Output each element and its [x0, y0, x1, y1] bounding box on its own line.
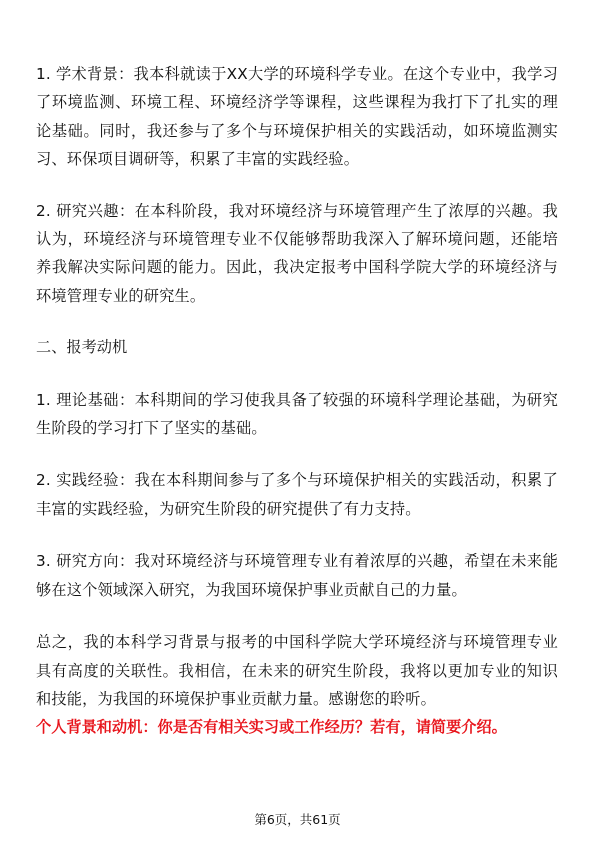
page-number-footer: 第6页，共61页	[254, 812, 341, 827]
paragraph-research-direction: 3. 研究方向：我对环境经济与环境管理专业有着浓厚的兴趣，希望在未来能够在这个领域深入研究，为我国环境保护事业贡献自己的力量。	[36, 552, 558, 599]
paragraph-conclusion: 总之，我的本科学习背景与报考的中国科学院大学环境经济与环境管理专业具有高度的关联性。我相信，在未来的研究生阶段，我将以更加专业的知识和技能，为我国的环境保护事业贡献力量。感谢您的聆听。	[36, 633, 558, 708]
paragraph-academic-background: 1. 学术背景：我本科就读于XX大学的环境科学专业。在这个专业中，我学习了环境监测、环境工程、环境经济学等课程，这些课程为我打下了扎实的理论基础。同时，我还参与了多个与环境保护相关的实践活动，如环境监测实习、环保项目调研等，积累了丰富的实践经验。	[36, 65, 558, 169]
next-question-prompt: 个人背景和动机：你是否有相关实习或工作经历？若有，请简要介绍。	[36, 718, 507, 737]
document-page	[36, 60, 558, 741]
paragraph-theory-foundation: 1. 理论基础：本科期间的学习使我具备了较强的环境科学理论基础，为研究生阶段的学习打下了坚实的基础。	[36, 390, 558, 438]
paragraph-practical-experience: 2. 实践经验：我在本科期间参与了多个与环境保护相关的实践活动，积累了丰富的实践经验，为研究生阶段的研究提供了有力支持。	[36, 471, 558, 518]
section-heading-motivation: 二、报考动机	[36, 338, 128, 357]
paragraph-research-interest: 2. 研究兴趣：在本科阶段，我对环境经济与环境管理产生了浓厚的兴趣。我认为，环境经济与环境管理专业不仅能够帮助我深入了解环境问题，还能培养我解决实际问题的能力。因此，我决定报考中国科学院大学的环境经济与环境管理专业的研究生。	[36, 201, 558, 305]
